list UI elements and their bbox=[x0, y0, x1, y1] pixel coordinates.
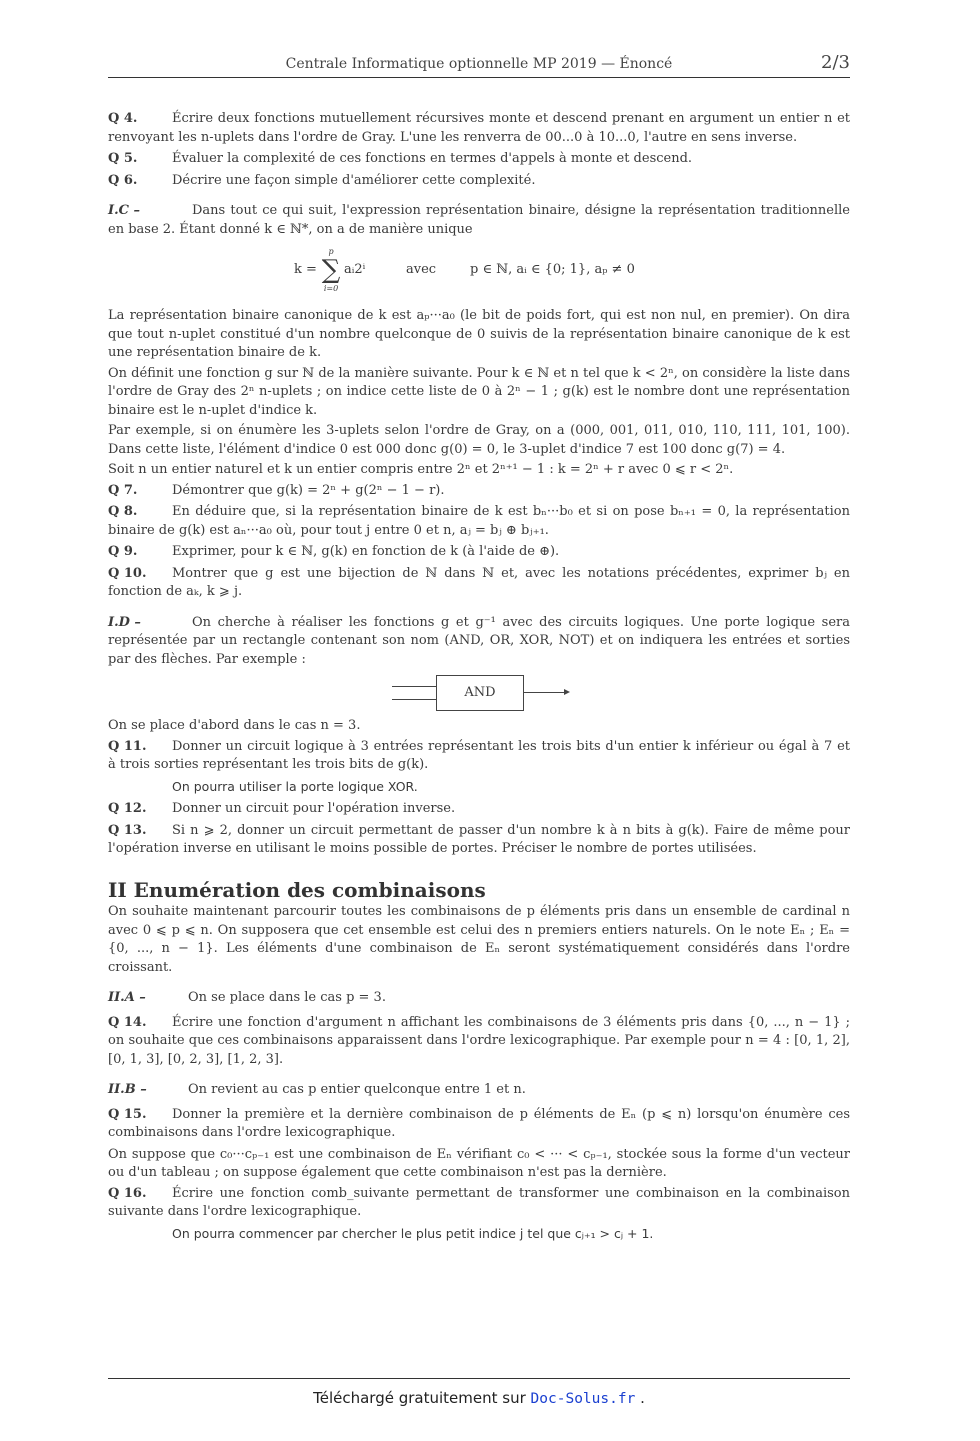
question-11 bbox=[108, 738, 850, 775]
question-4 bbox=[108, 110, 850, 147]
question-text: Exprimer, pour k ∈ ℕ, g(k) en fonction de k (à l'aide de ⊕). bbox=[172, 544, 560, 559]
question-text: Si n ⩾ 2, donner un circuit permettant de passer d'un nombre k à n bits à g(k). Faire de même pour l'opération inverse en utilisant le moins possible de portes. Préciser le nombre de portes utilisées. bbox=[108, 822, 850, 856]
question-label: Q 15. bbox=[108, 1106, 147, 1122]
section-text: Dans tout ce qui suit, l'expression représentation binaire, désigne la représentation traditionnelle en base 2. Étant donné k ∈ ℕ*, on a de manière unique bbox=[108, 203, 850, 237]
sum-symbol bbox=[320, 247, 342, 293]
header-title: Centrale Informatique optionnelle MP 2019 — Énoncé bbox=[285, 56, 673, 72]
question-text: Démontrer que g(k) = 2ⁿ + g(2ⁿ − 1 − r). bbox=[172, 482, 445, 498]
doc-solus-link[interactable]: Doc-Solus.fr bbox=[530, 1391, 636, 1407]
page-header bbox=[108, 52, 850, 78]
question-label: Q 8. bbox=[108, 504, 138, 519]
sum-upper-limit: p bbox=[328, 247, 334, 256]
section-text: On cherche à réaliser les fonctions g et g⁻¹ avec des circuits logiques. Une porte logique sera représentée par un rectangle contenant son nom (AND, OR, XOR, NOT) et on indiquera les entrées et sorties par des flèches. Par exemple : bbox=[108, 614, 850, 667]
footer bbox=[108, 1389, 850, 1407]
question-text: Écrire une fonction d'argument n affichant les combinaisons de 3 éléments pris dans {0, ..., n − 1} ; on souhaite que ces combinaisons apparaissent dans l'ordre lexicographique. Par exemple pour n = 4 : [0, 1, 2], [0, 1, 3], [0, 2, 3], [1, 2, 3]. bbox=[108, 1014, 850, 1067]
hint-xor: On pourra utiliser la porte logique XOR. bbox=[172, 778, 418, 794]
footer-rule bbox=[108, 1378, 850, 1379]
section-label: II.A – bbox=[108, 990, 146, 1005]
and-gate: AND bbox=[436, 675, 524, 711]
question-text: Donner la première et la dernière combinaison de p éléments de Eₙ (p ⩽ n) lorsqu'on énumère ces combinaisons dans l'ordre lexicographique. bbox=[108, 1106, 850, 1140]
section-label: II.B – bbox=[108, 1082, 147, 1097]
question-text: En déduire que, si la représentation binaire de k est bₙ···b₀ et si on pose bₙ₊₁ = 0, la représentation binaire de g(k) est aₙ···a₀ où, pour tout j entre 0 et n, aⱼ = bⱼ ⊕ bⱼ₊₁. bbox=[108, 504, 850, 538]
paragraph-definition-g: On définit une fonction g sur ℕ de la manière suivante. Pour k ∈ ℕ et n tel que k < 2ⁿ, on considère la liste dans l'ordre de Gray des 2ⁿ n-uplets ; on indice cette liste de 0 à 2ⁿ − 1 ; g(k) est le nombre dont une représentation binaire est le n-uplet d'indice k. bbox=[108, 365, 850, 418]
question-text: Montrer que g est une bijection de ℕ dans ℕ et, avec les notations précédentes, exprimer bⱼ en fonction de aₖ, k ⩾ j. bbox=[108, 565, 850, 599]
page-number: 2/3 bbox=[821, 52, 850, 73]
question-label: Q 6. bbox=[108, 172, 138, 188]
section-2-intro: On souhaite maintenant parcourir toutes les combinaisons de p éléments pris dans un ensemble de cardinal n avec 0 ⩽ p ⩽ n. On supposera que cet ensemble est celui des n premiers entiers naturels. On le note Eₙ ; Eₙ = {0, ..., n − 1}. Les éléments d'une combinaison de Eₙ seront systématiquement considérés dans l'ordre croissant. bbox=[108, 904, 850, 975]
section-iia bbox=[108, 989, 850, 1008]
input-arrow-2 bbox=[392, 699, 436, 700]
formula-term: aᵢ2ⁱ bbox=[344, 262, 366, 277]
question-14 bbox=[108, 1014, 850, 1070]
and-gate-diagram bbox=[108, 673, 850, 713]
question-12 bbox=[108, 800, 850, 819]
sigma-icon: ∑ bbox=[321, 255, 341, 285]
question-label: Q 11. bbox=[108, 738, 147, 754]
arrowhead-icon bbox=[564, 689, 570, 695]
question-text: Décrire une façon simple d'améliorer cette complexité. bbox=[172, 172, 536, 188]
footer-prefix: Téléchargé gratuitement sur bbox=[313, 1389, 526, 1407]
question-13 bbox=[108, 822, 850, 859]
question-10 bbox=[108, 565, 850, 602]
header-rule bbox=[108, 77, 850, 78]
formula-avec: avec bbox=[406, 262, 437, 277]
input-arrow-1 bbox=[392, 686, 436, 687]
section-text: On se place dans le cas p = 3. bbox=[188, 990, 386, 1005]
section-2-title: II Enumération des combinaisons bbox=[108, 877, 486, 902]
section-text: On revient au cas p entier quelconque entre 1 et n. bbox=[188, 1082, 526, 1097]
output-arrow bbox=[524, 692, 566, 693]
paragraph-n3: On se place d'abord dans le cas n = 3. bbox=[108, 718, 361, 733]
question-label: Q 5. bbox=[108, 151, 138, 166]
sum-formula bbox=[108, 247, 850, 297]
question-8 bbox=[108, 503, 850, 540]
question-6 bbox=[108, 172, 850, 191]
question-label: Q 12. bbox=[108, 801, 147, 816]
formula-conditions: p ∈ ℕ, aᵢ ∈ {0; 1}, aₚ ≠ 0 bbox=[470, 262, 635, 277]
paragraph-combination: On suppose que c₀···cₚ₋₁ est une combinaison de Eₙ vérifiant c₀ < ··· < cₚ₋₁, stockée sous la forme d'un vecteur ou d'un tableau ; on suppose également que cette combinaison n'est pas la dernière. bbox=[108, 1146, 850, 1180]
question-text: Donner un circuit pour l'opération inverse. bbox=[172, 801, 456, 816]
question-label: Q 9. bbox=[108, 544, 138, 559]
sum-lower-limit: i=0 bbox=[323, 284, 339, 293]
question-label: Q 7. bbox=[108, 482, 138, 498]
question-label: Q 4. bbox=[108, 111, 138, 126]
question-text: Écrire une fonction comb_suivante permettant de transformer une combinaison en la combinaison suivante dans l'ordre lexicographique. bbox=[108, 1185, 850, 1219]
question-16 bbox=[108, 1185, 850, 1222]
section-ic bbox=[108, 202, 850, 239]
paragraph-setup: Soit n un entier naturel et k un entier compris entre 2ⁿ et 2ⁿ⁺¹ − 1 : k = 2ⁿ + r avec 0 ⩽ r < 2ⁿ. bbox=[108, 462, 734, 477]
question-text: Donner un circuit logique à 3 entrées représentant les trois bits d'un entier k inférieur ou égal à 7 et à trois sorties représentant les trois bits de g(k). bbox=[108, 738, 850, 772]
question-9 bbox=[108, 543, 850, 562]
section-id bbox=[108, 614, 850, 670]
question-text: Évaluer la complexité de ces fonctions en termes d'appels à monte et descend. bbox=[172, 151, 693, 166]
formula-lhs: k = bbox=[294, 262, 317, 277]
paragraph-canonical: La représentation binaire canonique de k est aₚ···a₀ (le bit de poids fort, qui est non nul, en premier). On dira que tout n-uplet constitué d'un nombre quelconque de 0 suivis de la représentation binaire canonique de k est une représentation binaire de k. bbox=[108, 308, 850, 360]
footer-suffix: . bbox=[640, 1389, 645, 1407]
document-body bbox=[108, 110, 850, 1247]
question-label: Q 14. bbox=[108, 1014, 147, 1030]
question-label: Q 10. bbox=[108, 565, 147, 581]
question-label: Q 16. bbox=[108, 1185, 147, 1201]
paragraph-example: Par exemple, si on énumère les 3-uplets selon l'ordre de Gray, on a (000, 001, 011, 010, 110, 111, 101, 100). Dans cette liste, l'élément d'indice 0 est 000 donc g(0) = 0, le 3-uplet d'indice 7 est 100 donc g(7) = 4. bbox=[108, 423, 850, 457]
question-15 bbox=[108, 1106, 850, 1143]
section-label: I.C – bbox=[108, 203, 140, 218]
question-label: Q 13. bbox=[108, 822, 147, 838]
question-7 bbox=[108, 482, 850, 501]
section-label: I.D – bbox=[108, 614, 141, 630]
section-iib bbox=[108, 1081, 850, 1100]
hint-smallest-index: On pourra commencer par chercher le plus petit indice j tel que cⱼ₊₁ > cⱼ + 1. bbox=[172, 1225, 654, 1241]
question-text: Écrire deux fonctions mutuellement récursives monte et descend prenant en argument un entier n et renvoyant les n-uplets dans l'ordre de Gray. L'une les renverra de 00...0 à 10...0, l'autre en sens inverse. bbox=[108, 111, 850, 145]
question-5 bbox=[108, 150, 850, 169]
